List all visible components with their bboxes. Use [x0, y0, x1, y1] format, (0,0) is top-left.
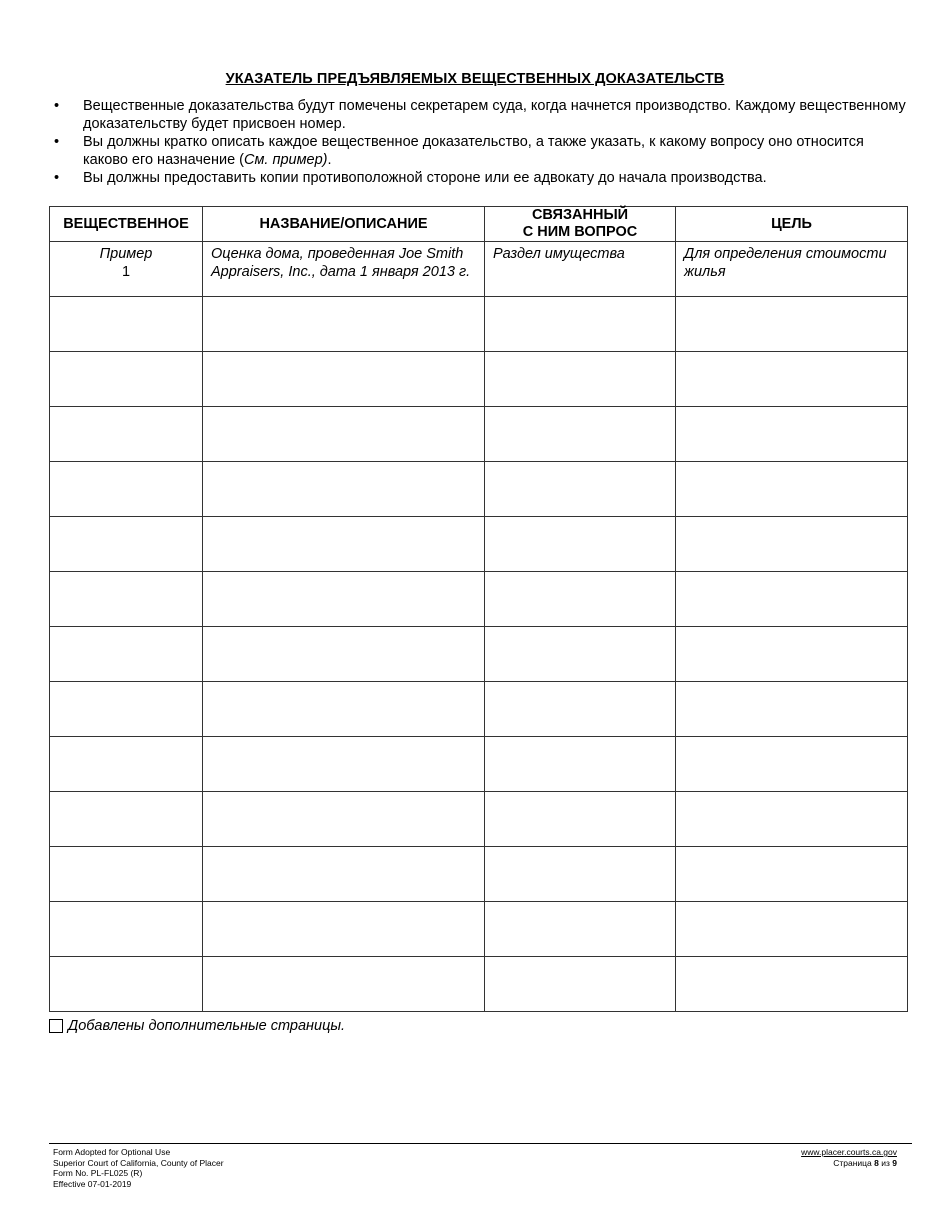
issue-cell[interactable]	[485, 847, 676, 902]
footer-line: Form No. PL-FL025 (R)	[53, 1168, 143, 1178]
table-row	[50, 462, 908, 517]
instruction-example-ref: См. пример)	[244, 152, 328, 168]
bullet-glyph: •	[54, 98, 60, 114]
page-total: 9	[892, 1157, 897, 1168]
footer-page-info	[801, 1147, 897, 1168]
footer-divider	[49, 1143, 912, 1144]
description-cell[interactable]	[203, 957, 485, 1012]
issue-cell[interactable]	[485, 517, 676, 572]
purpose-cell[interactable]	[676, 572, 908, 627]
description-cell[interactable]	[203, 737, 485, 792]
exhibit-table	[49, 206, 908, 1012]
header-related-issue	[485, 207, 676, 242]
issue-cell[interactable]	[485, 957, 676, 1012]
purpose-cell[interactable]	[676, 902, 908, 957]
exhibit-cell[interactable]	[50, 847, 203, 902]
footer-line: Effective 07-01-2019	[53, 1178, 132, 1189]
table-row	[50, 517, 908, 572]
table-row	[50, 572, 908, 627]
issue-cell[interactable]	[485, 352, 676, 407]
example-issue: Раздел имущества	[485, 242, 676, 297]
purpose-cell[interactable]	[676, 297, 908, 352]
instruction-text: Вы должны кратко описать каждое вещественное доказательство, а также указать, к какому вопросу оно относится каково его назначение (	[83, 134, 864, 168]
issue-cell[interactable]	[485, 627, 676, 682]
exhibit-cell[interactable]	[50, 902, 203, 957]
exhibit-cell[interactable]	[50, 792, 203, 847]
description-cell[interactable]	[203, 572, 485, 627]
purpose-cell[interactable]	[676, 462, 908, 517]
header-purpose: ЦЕЛЬ	[676, 207, 908, 242]
page-of: из	[881, 1157, 890, 1168]
additional-pages-row	[49, 1018, 345, 1034]
page-current: 8	[874, 1157, 879, 1168]
purpose-cell[interactable]	[676, 407, 908, 462]
example-description: Оценка дома, проведенная Joe Smith Appraisers, Inc., дата 1 января 2013 г.	[203, 242, 485, 297]
table-row	[50, 792, 908, 847]
description-cell[interactable]	[203, 462, 485, 517]
additional-pages-checkbox[interactable]	[49, 1019, 63, 1033]
exhibit-cell[interactable]	[50, 572, 203, 627]
purpose-cell[interactable]	[676, 737, 908, 792]
table-row	[50, 847, 908, 902]
table-row	[50, 627, 908, 682]
court-website-link[interactable]: www.placer.courts.ca.gov	[801, 1147, 897, 1157]
purpose-cell[interactable]	[676, 792, 908, 847]
description-cell[interactable]	[203, 682, 485, 737]
instruction-text: Вещественные доказательства будут помечены секретарем суда, когда начнется производство. Каждому вещественному доказательству будет присвоен номер.	[83, 98, 906, 132]
header-description: НАЗВАНИЕ/ОПИСАНИЕ	[203, 207, 485, 242]
additional-pages-label: Добавлены дополнительные страницы.	[68, 1018, 346, 1034]
description-cell[interactable]	[203, 297, 485, 352]
table-header-row	[50, 207, 908, 242]
issue-cell[interactable]	[485, 407, 676, 462]
example-label: Пример	[99, 246, 153, 262]
description-cell[interactable]	[203, 792, 485, 847]
exhibit-cell[interactable]	[50, 517, 203, 572]
footer-line: Form Adopted for Optional Use	[53, 1147, 171, 1157]
description-cell[interactable]	[203, 902, 485, 957]
table-row	[50, 737, 908, 792]
instruction-text: Вы должны предоставить копии противоположной стороне или ее адвокату до начала производства.	[83, 170, 767, 186]
table-row	[50, 407, 908, 462]
example-purpose: Для определения стоимости жилья	[676, 242, 908, 297]
exhibit-cell[interactable]	[50, 957, 203, 1012]
table-row	[50, 957, 908, 1012]
exhibit-cell[interactable]	[50, 352, 203, 407]
bullet-glyph: •	[54, 170, 60, 186]
purpose-cell[interactable]	[676, 957, 908, 1012]
description-cell[interactable]	[203, 517, 485, 572]
footer-line: Superior Court of California, County of Placer	[53, 1157, 224, 1168]
purpose-cell[interactable]	[676, 517, 908, 572]
exhibit-cell[interactable]	[50, 737, 203, 792]
example-exhibit-cell	[50, 242, 203, 297]
purpose-cell[interactable]	[676, 627, 908, 682]
description-cell[interactable]	[203, 627, 485, 682]
instruction-text-end: .	[327, 152, 332, 168]
issue-cell[interactable]	[485, 902, 676, 957]
issue-cell[interactable]	[485, 297, 676, 352]
exhibit-cell[interactable]	[50, 627, 203, 682]
header-related-issue-line1: СВЯЗАННЫЙ	[531, 207, 629, 223]
exhibit-cell[interactable]	[50, 297, 203, 352]
description-cell[interactable]	[203, 407, 485, 462]
bullet-glyph: •	[54, 134, 60, 150]
exhibit-cell[interactable]	[50, 462, 203, 517]
table-row	[50, 902, 908, 957]
exhibit-cell[interactable]	[50, 682, 203, 737]
header-exhibit: ВЕЩЕСТВЕННОЕ	[50, 207, 203, 242]
purpose-cell[interactable]	[676, 352, 908, 407]
example-number: 1	[121, 264, 131, 280]
header-related-issue-line2: С НИМ ВОПРОС	[522, 224, 638, 240]
example-row	[50, 242, 908, 297]
page-word: Страница	[833, 1157, 872, 1168]
table-row	[50, 297, 908, 352]
table-row	[50, 352, 908, 407]
description-cell[interactable]	[203, 352, 485, 407]
page-title: УКАЗАТЕЛЬ ПРЕДЪЯВЛЯЕМЫХ ВЕЩЕСТВЕННЫХ ДОКАЗАТЕЛЬСТВ	[225, 71, 725, 87]
instructions-list	[50, 97, 910, 187]
issue-cell[interactable]	[485, 737, 676, 792]
issue-cell[interactable]	[485, 682, 676, 737]
table-row	[50, 682, 908, 737]
footer-form-info	[53, 1147, 224, 1189]
issue-cell[interactable]	[485, 572, 676, 627]
purpose-cell[interactable]	[676, 682, 908, 737]
page-number	[801, 1158, 897, 1169]
instruction-item	[50, 97, 910, 133]
exhibit-cell[interactable]	[50, 407, 203, 462]
instruction-item	[50, 133, 910, 169]
description-cell[interactable]	[203, 847, 485, 902]
purpose-cell[interactable]	[676, 847, 908, 902]
instruction-item	[50, 169, 910, 187]
issue-cell[interactable]	[485, 462, 676, 517]
issue-cell[interactable]	[485, 792, 676, 847]
